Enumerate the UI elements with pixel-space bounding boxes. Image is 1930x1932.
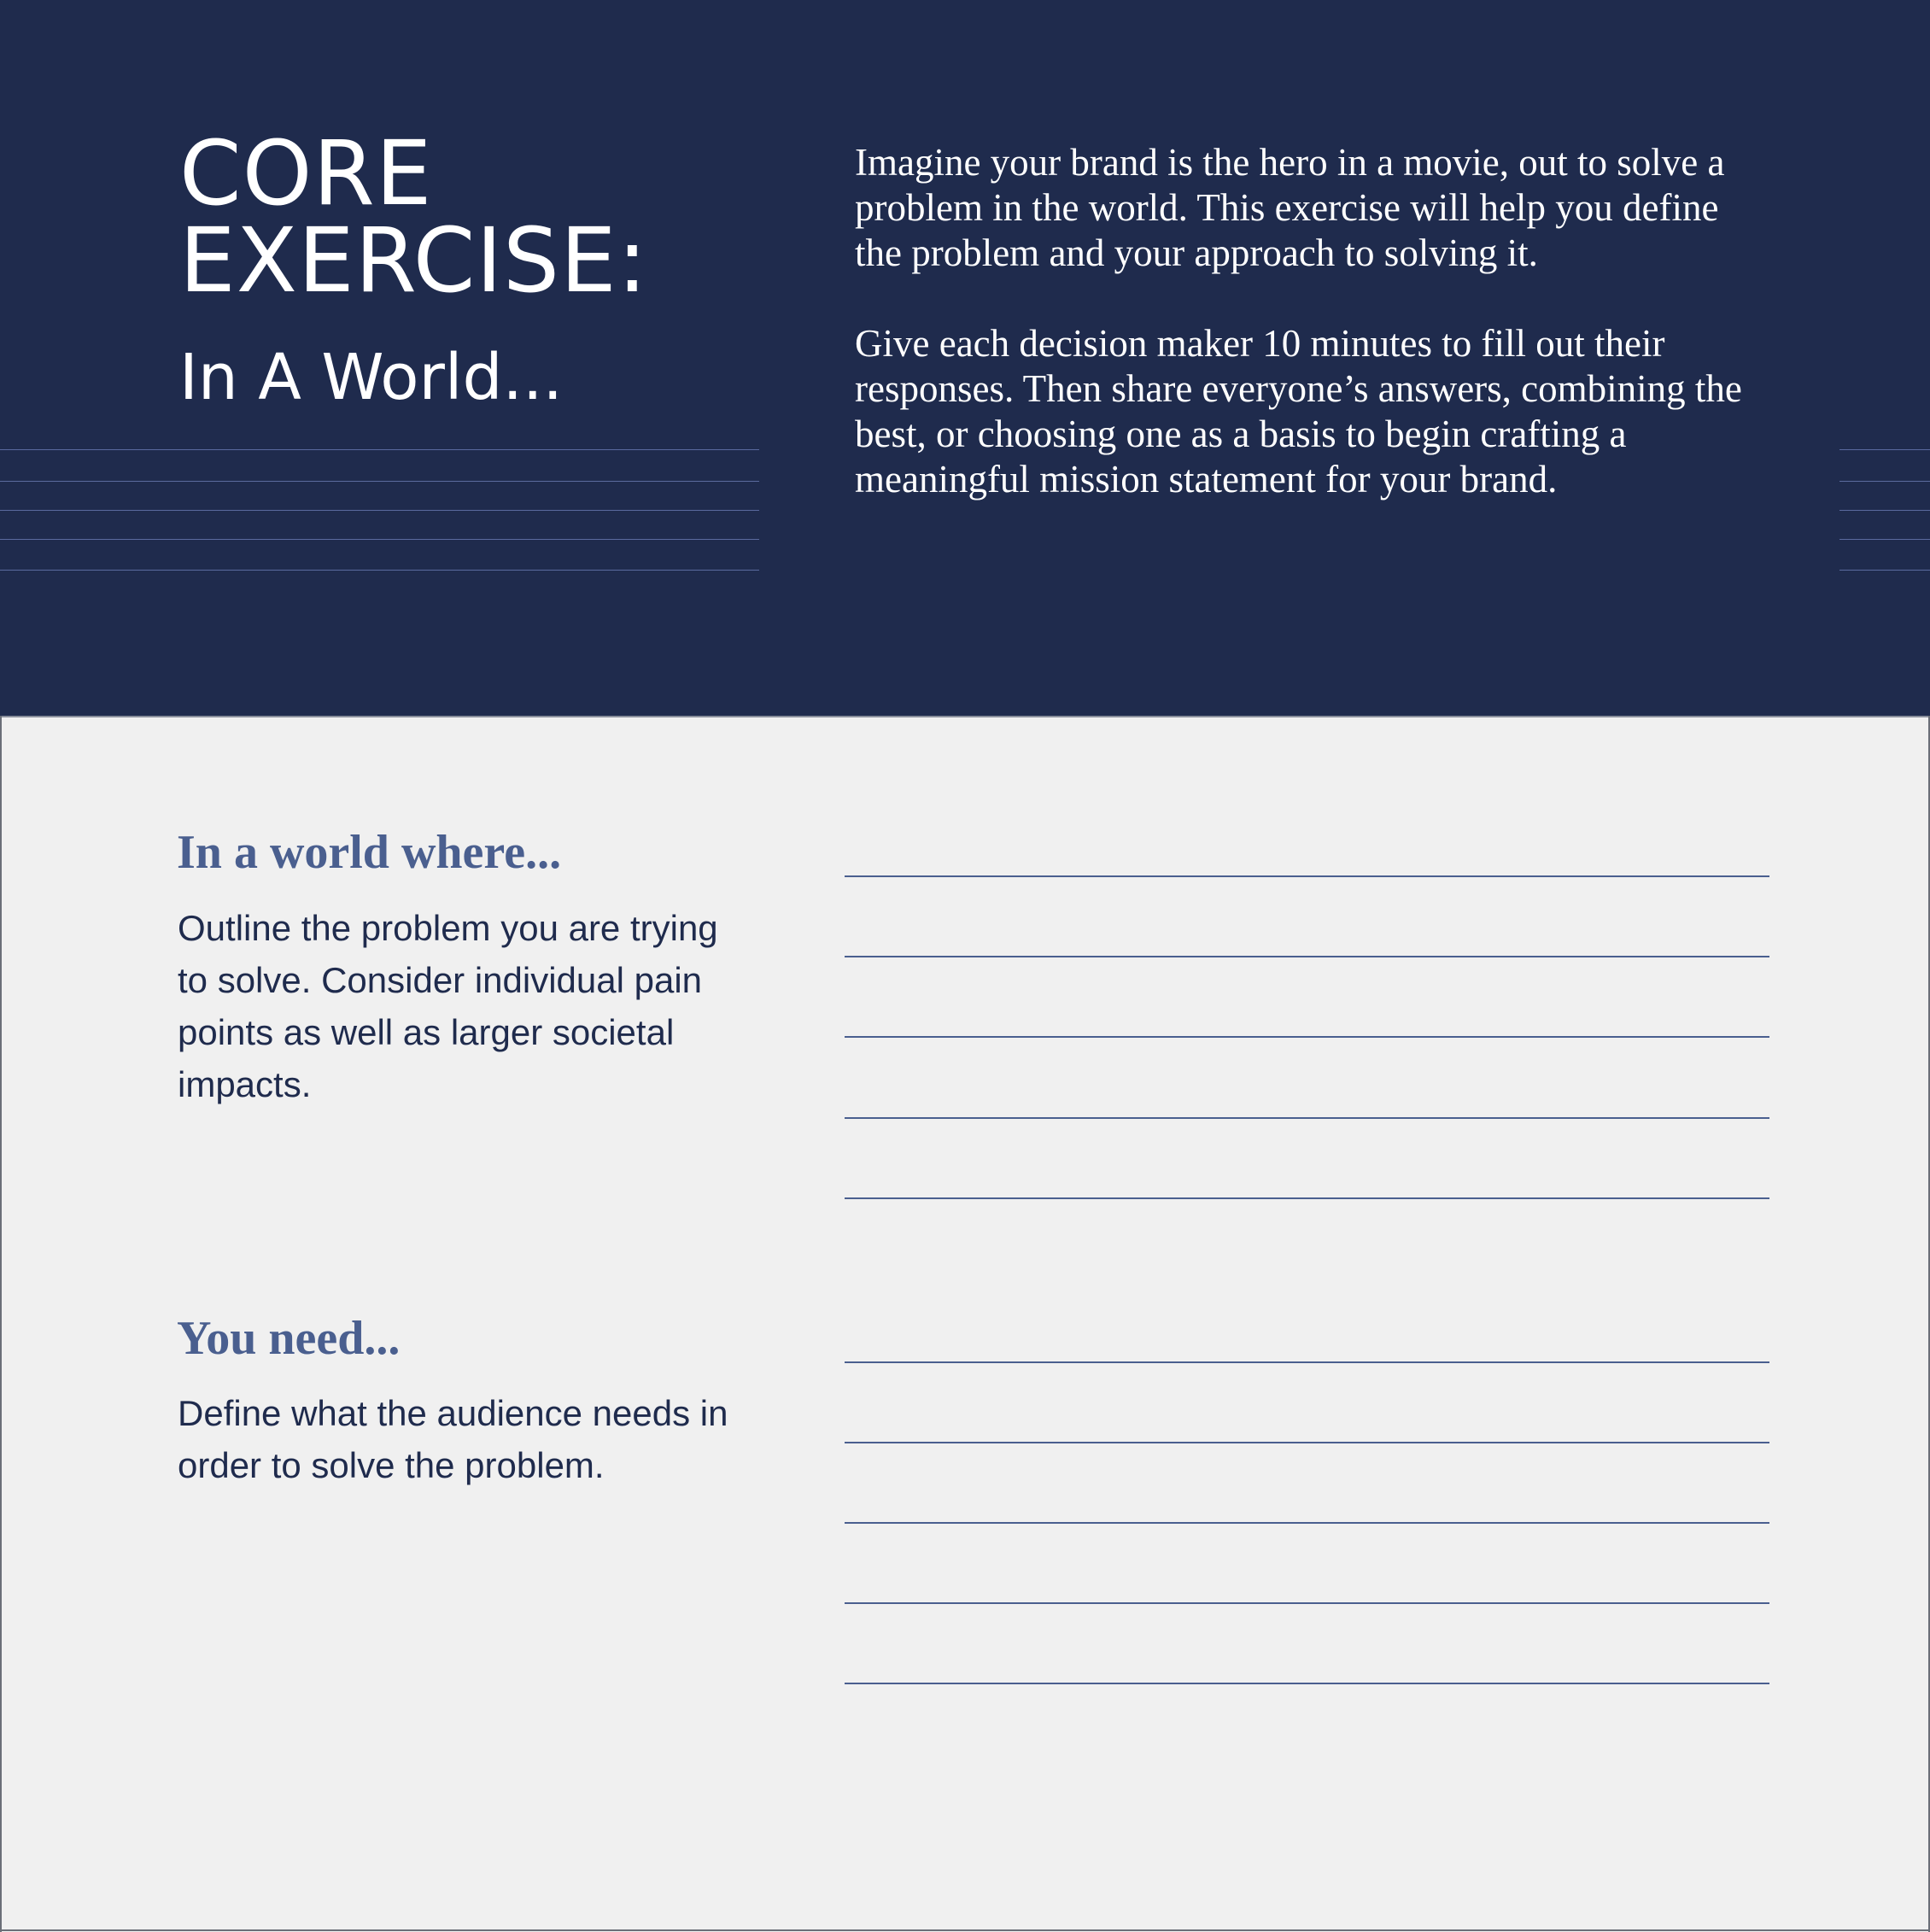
page-subtitle: In A World... <box>179 341 564 414</box>
intro-paragraph-2: Give each decision maker 10 minutes to fill out their responses. Then share everyone’s answers, combining the best, or choosing one as a basis to begin crafting a meaningful mission statement for your brand. <box>855 322 1742 501</box>
title-line-1: CORE <box>179 121 433 225</box>
title-line-2: EXERCISE: <box>179 208 648 313</box>
intro-text <box>855 140 1743 502</box>
prompt-heading-needs: You need... <box>177 1312 401 1365</box>
decorative-line <box>0 510 759 511</box>
decorative-line <box>1839 510 1930 511</box>
prompt-description-problem: Outline the problem you are trying to solve. Consider individual pain points as well as larger societal impacts. <box>178 908 718 1104</box>
answer-line[interactable] <box>845 1602 1769 1604</box>
answer-line[interactable] <box>845 1683 1769 1684</box>
prompt-heading-problem: In a world where... <box>177 826 562 879</box>
answer-line[interactable] <box>845 1522 1769 1524</box>
page-border-left <box>0 716 2 1932</box>
decorative-line <box>1839 449 1930 450</box>
answer-line[interactable] <box>845 1036 1769 1038</box>
answer-line[interactable] <box>845 1442 1769 1443</box>
page-title <box>179 121 648 313</box>
decorative-line <box>0 481 759 482</box>
decorative-line <box>1839 539 1930 540</box>
decorative-line <box>1839 481 1930 482</box>
answer-line[interactable] <box>845 956 1769 957</box>
page-border-bottom <box>0 1929 1930 1931</box>
answer-line[interactable] <box>845 1361 1769 1363</box>
intro-paragraph-1: Imagine your brand is the hero in a movie, out to solve a problem in the world. This exercise will help you define the problem and your approach to solving it. <box>855 141 1725 274</box>
header-banner <box>0 0 1930 717</box>
decorative-line <box>0 449 759 450</box>
decorative-line <box>0 570 759 571</box>
prompt-description-needs: Define what the audience needs in order to solve the problem. <box>178 1393 728 1485</box>
decorative-line <box>0 539 759 540</box>
decorative-line <box>1839 570 1930 571</box>
answer-line[interactable] <box>845 875 1769 877</box>
answer-line[interactable] <box>845 1197 1769 1199</box>
answer-line[interactable] <box>845 1117 1769 1119</box>
